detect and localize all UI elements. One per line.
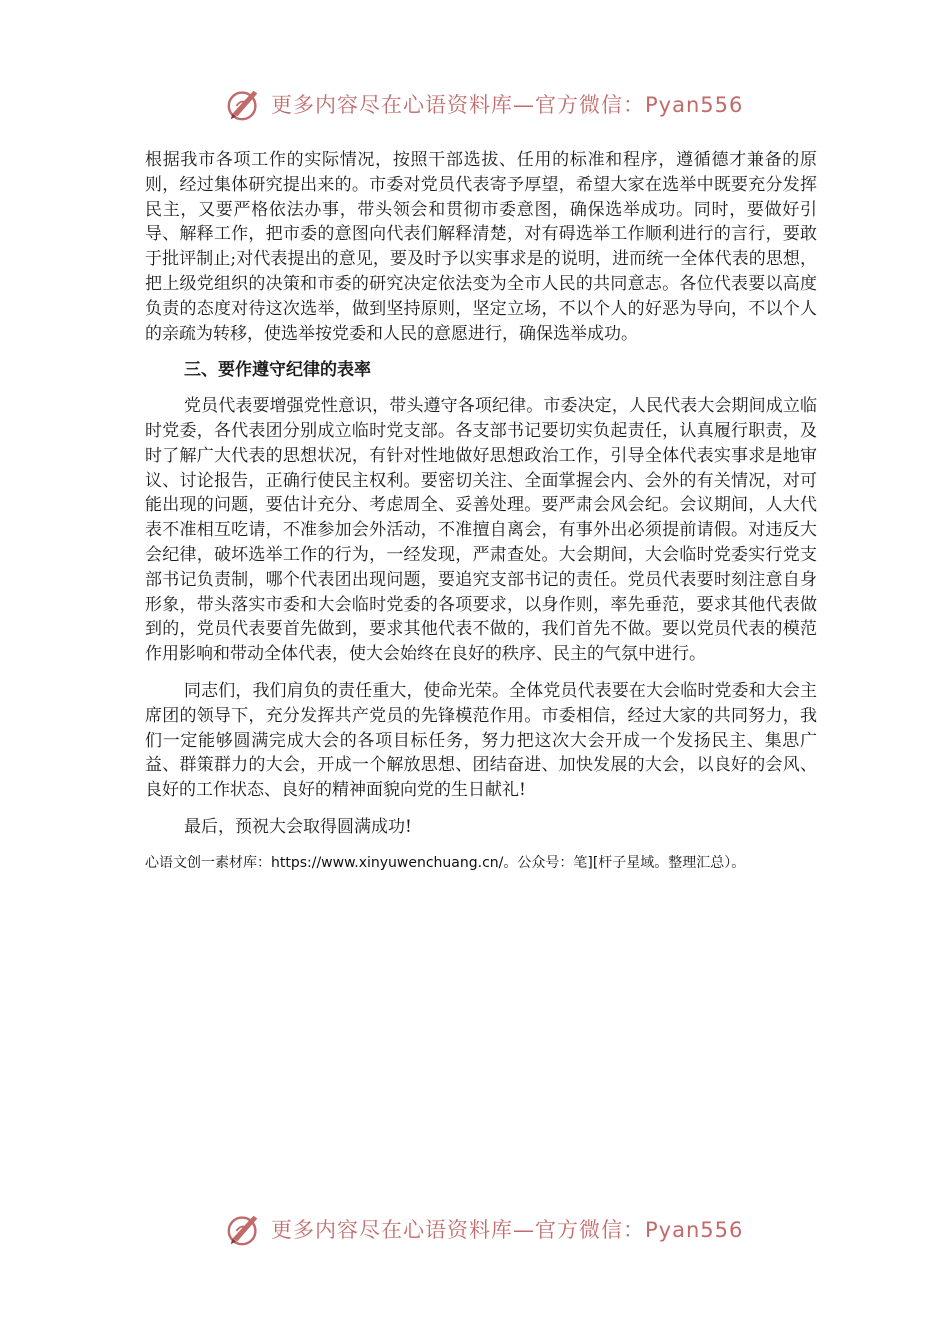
banner-text: 更多内容尽在心语资料库—官方微信：Pyan556 [271,1218,744,1242]
banner-text: 更多内容尽在心语资料库—官方微信：Pyan556 [271,93,744,117]
pen-logo-icon [225,1210,263,1248]
paragraph-selection-explanation: 根据我市各项工作的实际情况，按照干部选拔、任用的标准和程序，遵循德才兼备的原则，经过集体研究提出来的。市委对党员代表寄予厚望，希望大家在选举中既要充分发挥民主，又要严格依法办事，带头领会和贯彻市委意图，确保选举成功。同时，要做好引导、解释工作，把市委的意图向代表们解释清楚，对有碍选举工作顺利进行的言行，要敢于批评制止;对代表提出的意见，要及时予以实事求是的说明，进而统一全体代表的思想，把上级党组织的决策和市委的研究决定依法变为全市人民的共同意志。各位代表要以高度负责的态度对待这次选举，做到坚持原则，坚定立场，不以个人的好恶为导向，不以个人的亲疏为转移，使选举按党委和人民的意愿进行，确保选举成功。 [145,150,817,344]
paragraph-comrades: 同志们，我们肩负的责任重大，使命光荣。全体党员代表要在大会临时党委和大会主席团的领导下，充分发挥共产党员的先锋模范作用。市委相信，经过大家的共同努力，我们一定能够圆满完成大会的各项目标任务，努力把这次大会开成一个发扬民主、集思广益、群策群力的大会，开成一个解放思想、团结奋进、加快发展的大会，以良好的会风、良好的工作状态、良好的精神面貌向党的生日献礼! [145,680,817,801]
paragraph-discipline: 党员代表要增强党性意识，带头遵守各项纪律。市委决定，人民代表大会期间成立临时党委，各代表团分别成立临时党支部。各支部书记要切实负起责任，认真履行职责，及时了解广大代表的思想状况，有针对性地做好思想政治工作，引导全体代表实事求是地审议、讨论报告，正确行使民主权利。要密切关注、全面掌握会内、会外的有关情况，对可能出现的问题，要估计充分、考虑周全、妥善处理。要严肃会风会纪。会议期间，人大代表不准相互吃请，不准参加会外活动，不准擅自离会，有事外出必须提前请假。对违反大会纪律，破坏选举工作的行为，一经发现，严肃查处。大会期间，大会临时党委实行党支部书记负责制，哪个代表团出现问题，要追究支部书记的责任。党员代表要时刻注意自身形象，带头落实市委和大会临时党委的各项要求，以身作则，率先垂范，要求其他代表做到的，党员代表要首先做到，要求其他代表不做的，我们首先不做。要以党员代表的模范作用影响和带动全体代表，使大会始终在良好的秩序、民主的气氛中进行。 [145,396,817,665]
pen-logo-icon [225,85,263,123]
document-body [145,148,817,874]
header-banner [225,84,745,124]
section-heading-3: 三、要作遵守纪律的表率 [184,360,371,381]
footer-banner [225,1209,745,1249]
paragraph-closing-wish: 最后，预祝大会取得圆满成功! [184,816,412,837]
source-line: 心语文创一素材库：https://www.xinyuwenchuang.cn/。公众号：笔][杆子星域。整理汇总）。 [145,854,746,871]
